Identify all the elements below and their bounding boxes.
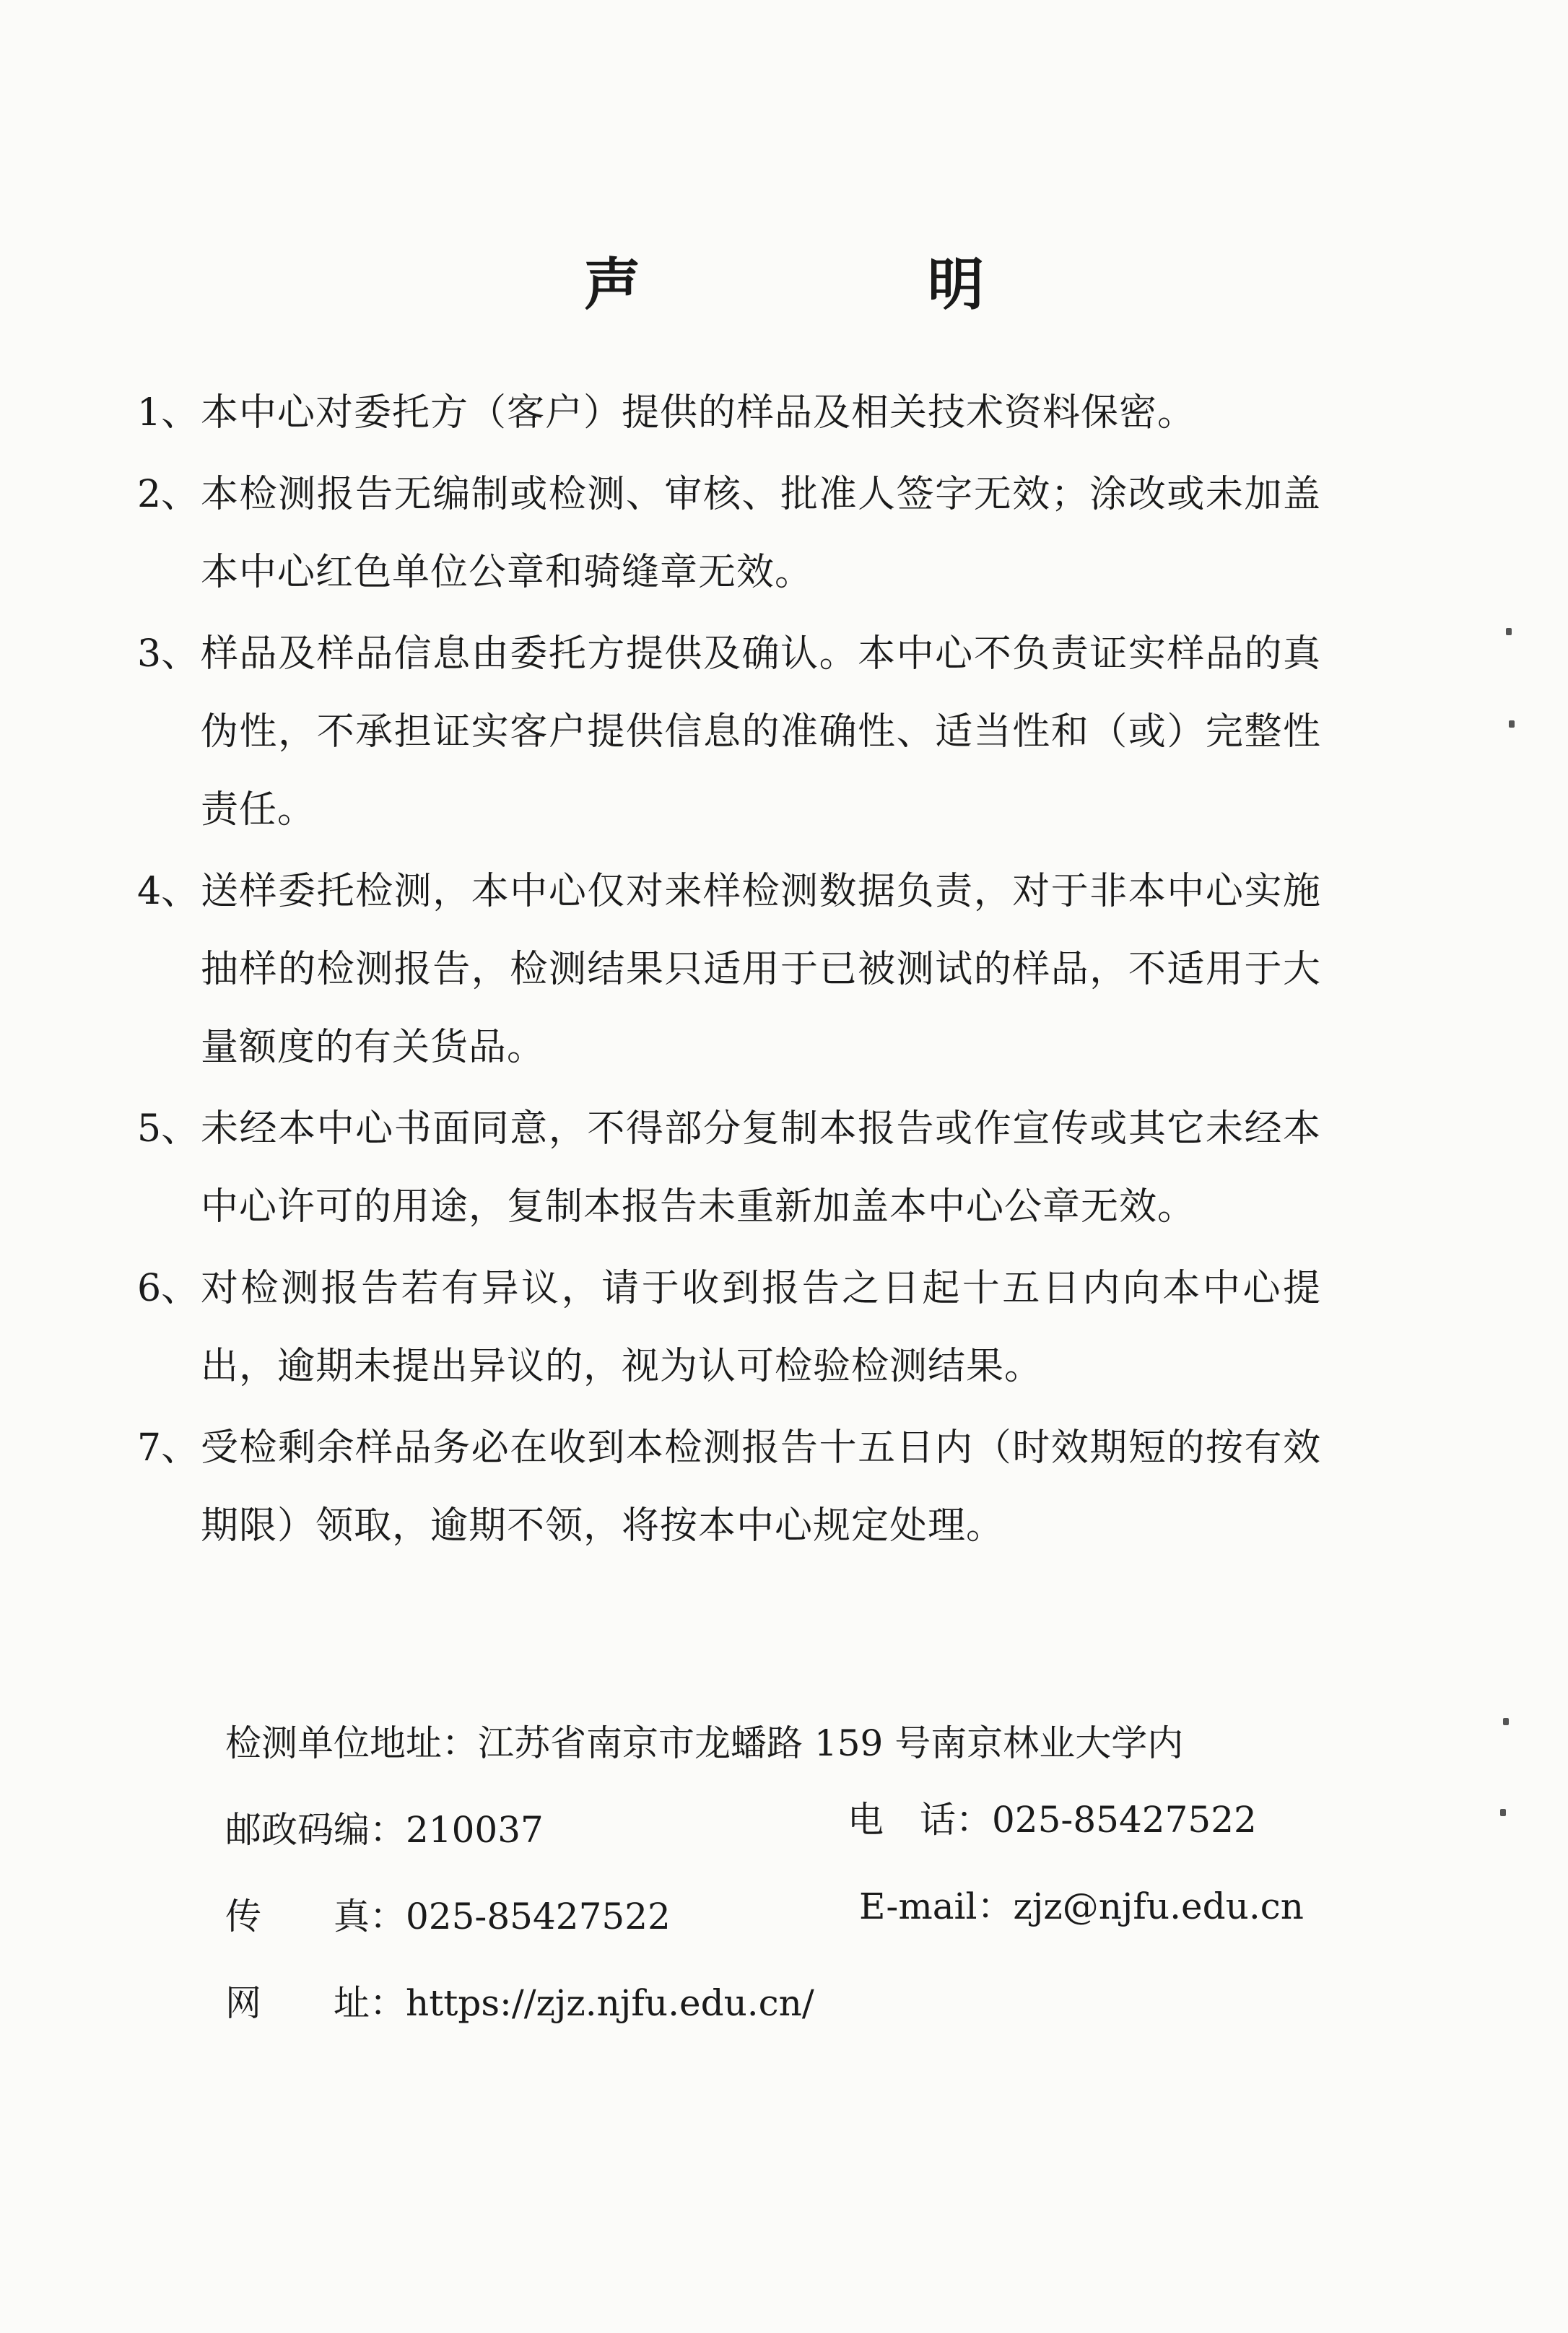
phone-row bbox=[848, 1795, 1257, 1845]
clause-text: 送样委托检测，本中心仅对来样检测数据负责，对于非本中心实施抽样的检测报告，检测结果只适用于已被测试的样品，不适用于大量额度的有关货品。 bbox=[201, 870, 1321, 1069]
clause-item bbox=[137, 615, 1321, 849]
postcode-value: 210037 bbox=[406, 1809, 544, 1851]
postcode-row bbox=[225, 1805, 544, 1855]
scan-speck bbox=[1503, 1718, 1509, 1725]
email-row bbox=[859, 1881, 1304, 1932]
clause-text: 本中心对委托方（客户）提供的样品及相关技术资料保密。 bbox=[201, 391, 1196, 435]
clause-number: 4、 bbox=[137, 870, 199, 913]
postcode-label: 邮政码编： bbox=[225, 1809, 406, 1851]
clause-number: 6、 bbox=[137, 1267, 199, 1310]
phone-label: 电 话： bbox=[848, 1799, 992, 1841]
clause-item bbox=[137, 1090, 1321, 1246]
clause-text: 对检测报告若有异议，请于收到报告之日起十五日内向本中心提出，逾期未提出异议的，视为认可检验检测结果。 bbox=[201, 1267, 1321, 1388]
clause-number: 1、 bbox=[137, 391, 199, 435]
page-title: 声 明 bbox=[583, 253, 1099, 318]
clause-number: 7、 bbox=[137, 1426, 199, 1470]
clause-item bbox=[137, 852, 1321, 1086]
scan-speck bbox=[1509, 720, 1515, 728]
fax-value: 025-85427522 bbox=[406, 1896, 671, 1937]
fax-label: 传 真： bbox=[225, 1896, 406, 1937]
address-label: 检测单位地址： bbox=[225, 1722, 478, 1764]
clause-text: 未经本中心书面同意，不得部分复制本报告或作宣传或其它未经本中心许可的用途，复制本报告未重新加盖本中心公章无效。 bbox=[201, 1107, 1321, 1229]
email-value: zjz@njfu.edu.cn bbox=[1013, 1885, 1304, 1927]
clause-text: 本检测报告无编制或检测、审核、批准人签字无效；涂改或未加盖本中心红色单位公章和骑缝章无效。 bbox=[201, 473, 1321, 594]
website-value: https://zjz.njfu.edu.cn/ bbox=[406, 1982, 814, 2024]
clause-item bbox=[137, 455, 1321, 611]
clause-number: 3、 bbox=[137, 632, 199, 676]
clause-item bbox=[137, 374, 1321, 452]
website-label: 网 址： bbox=[225, 1982, 406, 2024]
address-row bbox=[225, 1718, 1183, 1769]
clause-list bbox=[137, 374, 1321, 1569]
scan-speck bbox=[1506, 628, 1512, 635]
email-label: E-mail： bbox=[859, 1885, 1014, 1927]
website-row bbox=[225, 1978, 814, 2028]
clause-text: 受检剩余样品务必在收到本检测报告十五日内（时效期短的按有效期限）领取，逾期不领，将按本中心规定处理。 bbox=[201, 1426, 1321, 1548]
clause-item bbox=[137, 1250, 1321, 1405]
clause-number: 5、 bbox=[137, 1107, 199, 1151]
clause-text: 样品及样品信息由委托方提供及确认。本中心不负责证实样品的真伪性，不承担证实客户提供信息的准确性、适当性和（或）完整性责任。 bbox=[201, 632, 1321, 832]
address-value: 江苏省南京市龙蟠路 159 号南京林业大学内 bbox=[478, 1722, 1184, 1764]
clause-number: 2、 bbox=[137, 473, 199, 516]
clause-item bbox=[137, 1409, 1321, 1565]
scan-speck bbox=[1500, 1809, 1506, 1816]
phone-value: 025-85427522 bbox=[992, 1799, 1257, 1841]
fax-row bbox=[225, 1891, 671, 1942]
